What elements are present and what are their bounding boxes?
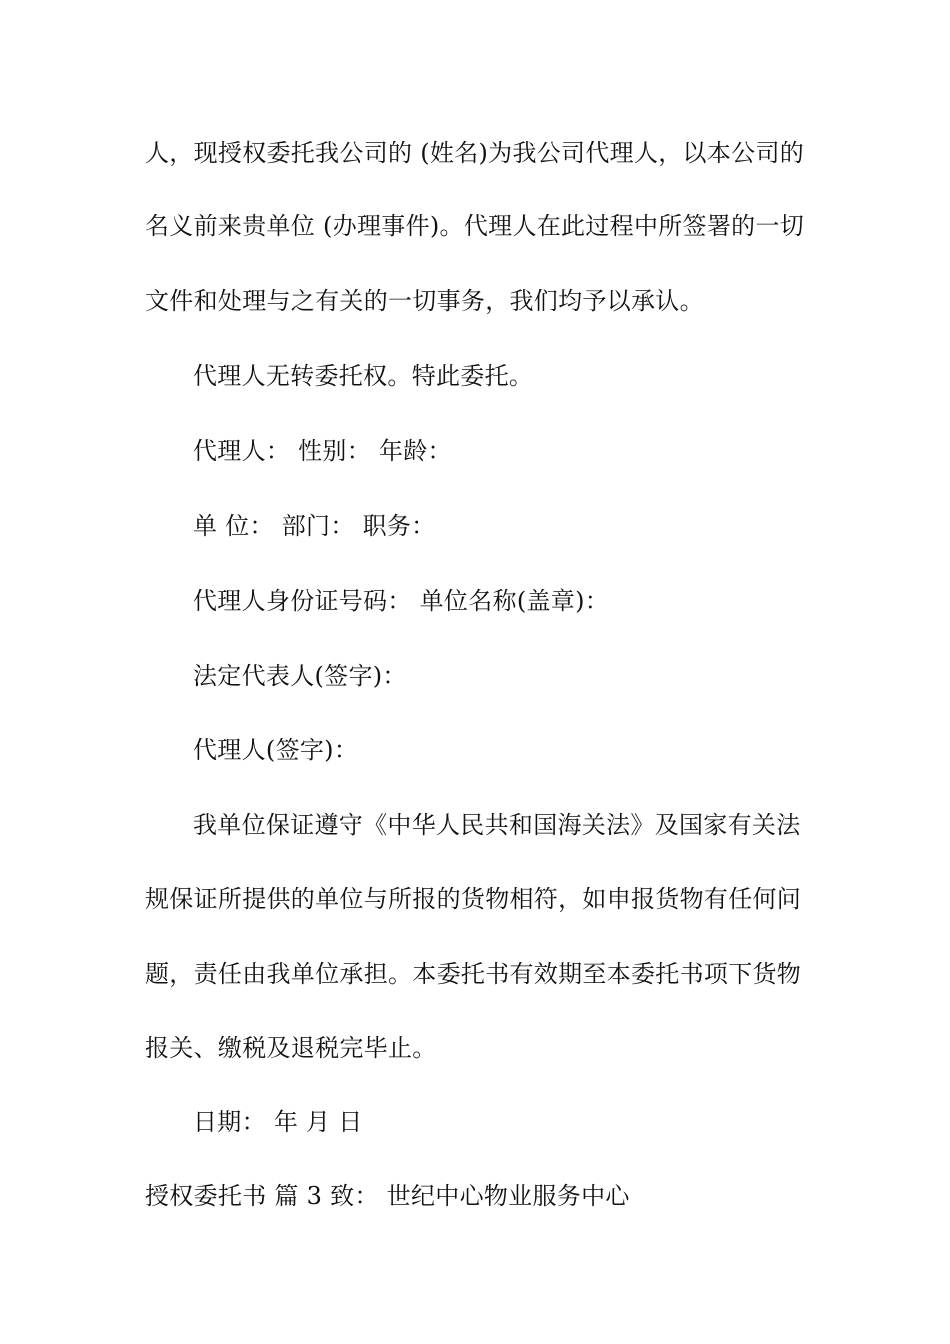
section-heading-line: 授权委托书 篇 3 致： 世纪中心物业服务中心 — [145, 1182, 630, 1210]
unit-info-line: 单 位： 部门： 职务： — [193, 512, 436, 540]
id-number-line: 代理人身份证号码： 单位名称(盖章)： — [193, 587, 610, 615]
paragraph-line: 题，责任由我单位承担。本委托书有效期至本委托书项下货物 — [145, 960, 802, 988]
legal-rep-signature-line: 法定代表人(签字)： — [193, 662, 407, 690]
paragraph-line: 规保证所提供的单位与所报的货物相符，如申报货物有任何问 — [145, 885, 802, 913]
paragraph-line: 代理人无转委托权。特此委托。 — [193, 362, 534, 390]
paragraph-line: 我单位保证遵守《中华人民共和国海关法》及国家有关法 — [193, 811, 801, 839]
paragraph-line: 人，现授权委托我公司的 (姓名)为我公司代理人，以本公司的 — [145, 139, 805, 167]
paragraph-line: 文件和处理与之有关的一切事务，我们均予以承认。 — [145, 287, 704, 315]
paragraph-line: 名义前来贵单位 (办理事件)。代理人在此过程中所签署的一切 — [145, 212, 805, 240]
date-line: 日期： 年 月 日 — [193, 1108, 363, 1136]
agent-signature-line: 代理人(签字)： — [193, 736, 359, 764]
paragraph-line: 报关、缴税及退税完毕止。 — [145, 1034, 437, 1062]
agent-info-line: 代理人： 性别： 年龄： — [193, 437, 452, 465]
